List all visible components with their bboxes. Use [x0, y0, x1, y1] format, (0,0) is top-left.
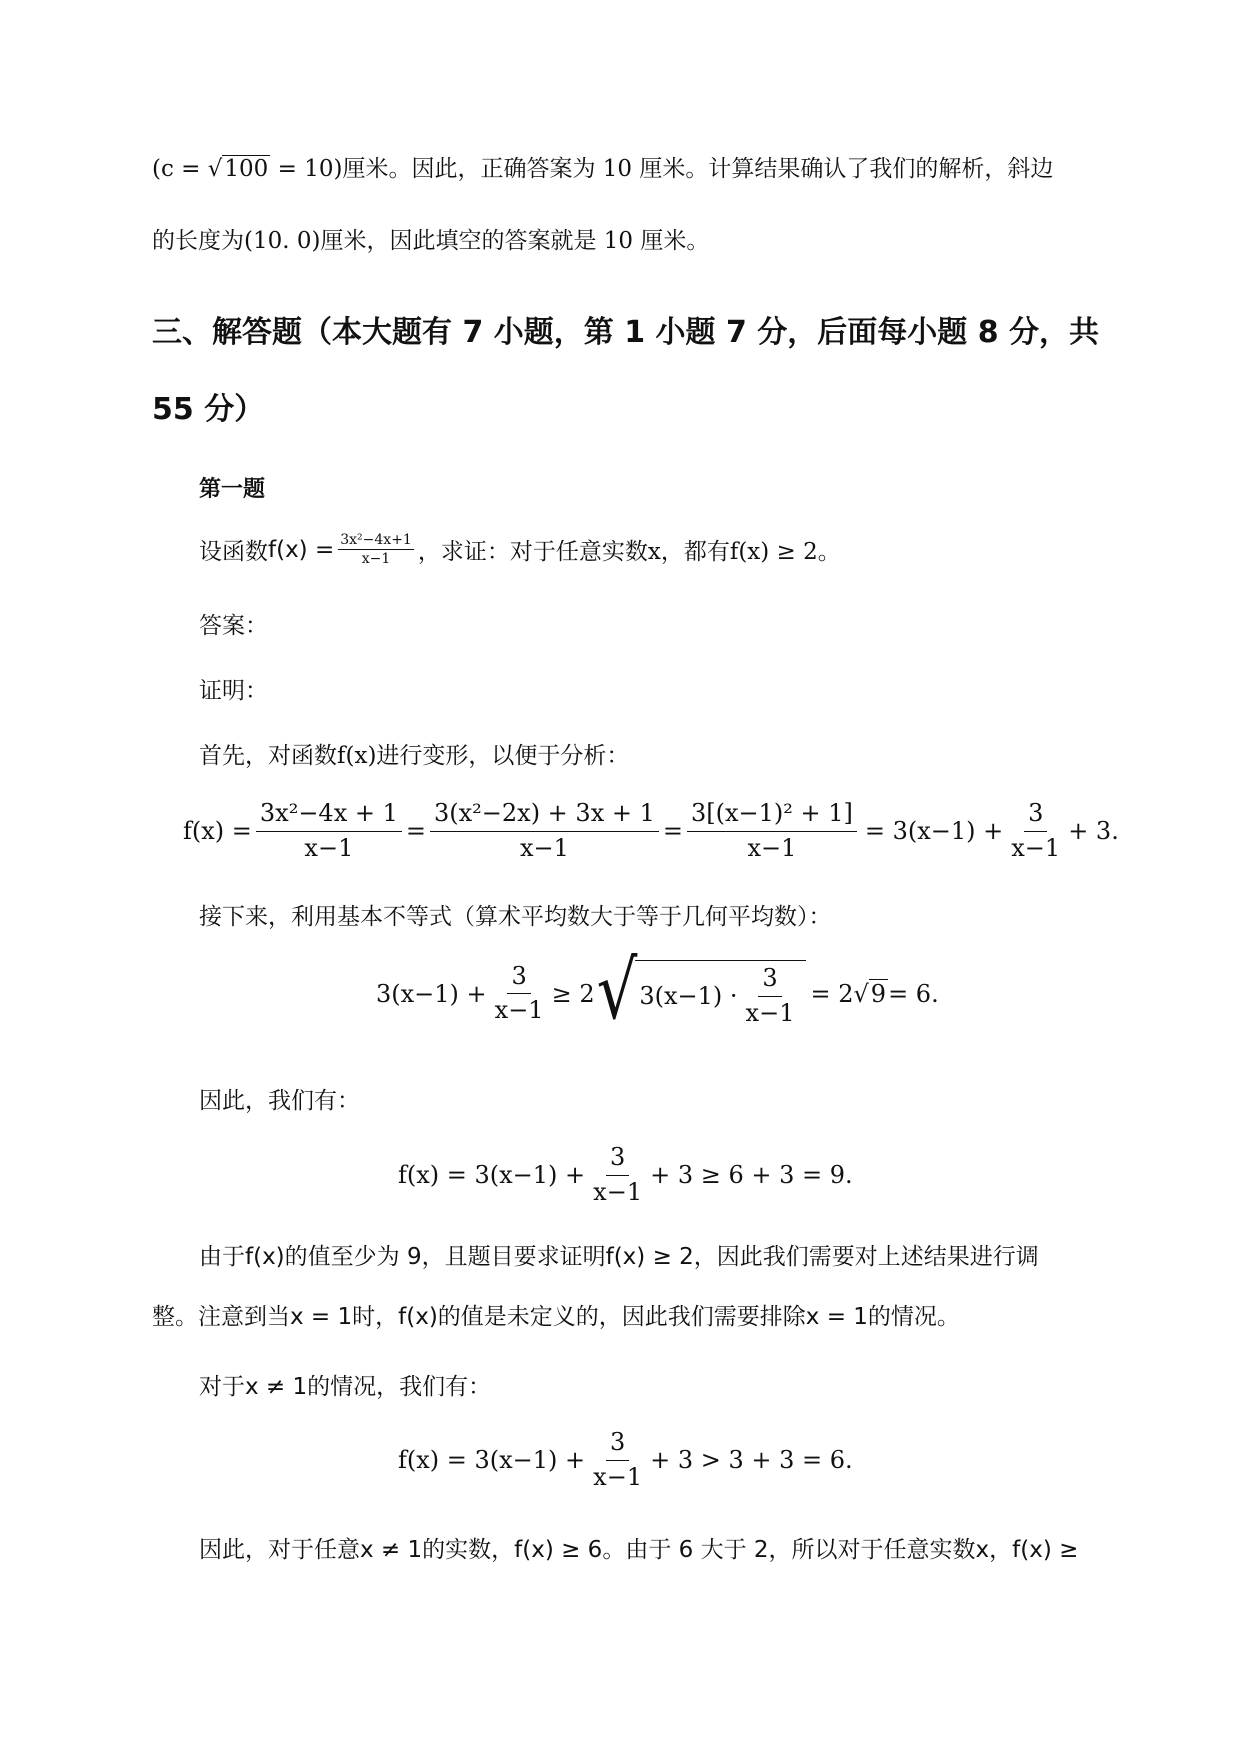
eq4-fraction — [589, 1429, 646, 1491]
sqrt-symbol: √ — [207, 156, 223, 182]
eq2-rhs-b: = 6. — [888, 979, 939, 1008]
step-2-text: 接下来，利用基本不等式（算术平均数大于等于几何平均数）： — [199, 904, 832, 930]
problem-tail: ，求证：对于任意实数x，都有f(x) ≥ 2。 — [417, 539, 841, 566]
answer-label: 答案： — [199, 613, 268, 639]
eq4-f-num: 3 — [606, 1429, 629, 1461]
problem-frac-den: x−1 — [361, 551, 391, 568]
section-heading-line-2: 55 分） — [152, 392, 265, 427]
equation-2 — [376, 945, 939, 1038]
intro-value: (10. 0) — [244, 228, 321, 254]
eq1-lhs: f(x) = — [183, 817, 252, 846]
sqrt-symbol-large: √ — [596, 945, 638, 1038]
eq3-f-den: x−1 — [593, 1177, 643, 1206]
problem-statement — [199, 532, 841, 567]
eq2-rad-fraction — [742, 965, 799, 1027]
eq2-rad-den: x−1 — [745, 998, 795, 1027]
eq4-f-den: x−1 — [593, 1462, 643, 1491]
eq4-lhs: f(x) = 3(x−1) + — [398, 1446, 586, 1475]
section-heading-line-1: 三、解答题（本大题有 7 小题，第 1 小题 7 分，后面每小题 8 分，共 — [152, 315, 1100, 350]
proof-label: 证明： — [199, 678, 268, 704]
problem-fx: f(x) = — [268, 536, 335, 563]
intro-line-1 — [152, 150, 1053, 184]
final-line: 因此，对于任意x ≠ 1的实数，f(x) ≥ 6。由于 6 大于 2，所以对于任意实数x，f(x) ≥ — [199, 1537, 1079, 1563]
eq2-rad-lhs: 3(x−1) · — [639, 982, 738, 1011]
eq2-radical — [596, 945, 807, 1038]
eq4-rhs: + 3 > 3 + 3 = 6. — [650, 1446, 853, 1475]
eq1-eq-b: = — [662, 817, 683, 846]
paragraph-1-line-1: 由于f(x)的值至少为 9，且题目要求证明f(x) ≥ 2，因此我们需要对上述结果进行调 — [199, 1244, 1039, 1270]
sqrt-symbol: √ — [853, 979, 869, 1008]
step-1-text: 首先，对函数f(x)进行变形，以便于分析： — [199, 743, 630, 769]
eq1-f2-den: x−1 — [519, 833, 569, 862]
eq2-fraction — [491, 963, 548, 1025]
eq2-geq: ≥ 2 — [551, 979, 595, 1008]
intro-line-2 — [152, 222, 709, 255]
eq1-eq-c: = 3(x−1) + — [864, 817, 1004, 846]
intro-expr-prefix: (c = — [152, 156, 208, 182]
equation-4 — [398, 1429, 853, 1491]
eq2-rhs-a: = 2 — [810, 979, 854, 1008]
eq1-fraction-3 — [687, 800, 857, 862]
eq2-radical-body — [635, 960, 806, 1027]
eq1-f4-num: 3 — [1024, 800, 1047, 832]
eq1-f4-den: x−1 — [1011, 833, 1061, 862]
step-3-text: 因此，我们有： — [199, 1088, 360, 1114]
eq2-f-num: 3 — [507, 963, 530, 995]
paragraph-1-line-2: 整。注意到当x = 1时，f(x)的值是未定义的，因此我们需要排除x = 1的情况。 — [152, 1304, 960, 1330]
eq1-f2-num: 3(x²−2x) + 3x + 1 — [430, 800, 659, 832]
problem-frac-num: 3x²−4x+1 — [338, 532, 414, 550]
eq2-lhs: 3(x−1) + — [376, 979, 487, 1008]
eq1-fraction-2 — [430, 800, 659, 862]
eq1-f3-den: x−1 — [747, 833, 797, 862]
eq2-f-den: x−1 — [494, 996, 544, 1025]
eq3-f-num: 3 — [606, 1144, 629, 1176]
eq1-tail: + 3. — [1068, 817, 1119, 846]
problem-fraction — [338, 532, 414, 567]
equation-1 — [183, 800, 1119, 862]
question-title: 第一题 — [199, 477, 266, 502]
intro-text-1: 厘米。因此，正确答案为 10 厘米。计算结果确认了我们的解析，斜边 — [342, 156, 1054, 182]
step-4-text: 对于x ≠ 1的情况，我们有： — [199, 1374, 492, 1400]
eq1-fraction-4 — [1007, 800, 1064, 862]
eq1-f1-num: 3x²−4x + 1 — [256, 800, 402, 832]
eq3-fraction — [589, 1144, 646, 1206]
intro-text-2b: 厘米，因此填空的答案就是 10 厘米。 — [320, 228, 710, 254]
equation-3 — [398, 1144, 853, 1206]
eq1-f3-num: 3[(x−1)² + 1] — [687, 800, 857, 832]
eq2-rhs-radicand: 9 — [870, 979, 887, 1008]
eq1-fraction-1 — [256, 800, 402, 862]
eq3-lhs: f(x) = 3(x−1) + — [398, 1161, 586, 1190]
eq2-rad-num: 3 — [758, 965, 781, 997]
eq3-rhs: + 3 ≥ 6 + 3 = 9. — [650, 1161, 853, 1190]
problem-lead: 设函数 — [199, 539, 268, 566]
eq1-f1-den: x−1 — [304, 833, 354, 862]
eq1-eq-a: = — [405, 817, 426, 846]
intro-expr-mid: = 10) — [270, 156, 343, 182]
intro-radicand: 100 — [224, 156, 269, 182]
intro-text-2a: 的长度为 — [152, 228, 244, 254]
